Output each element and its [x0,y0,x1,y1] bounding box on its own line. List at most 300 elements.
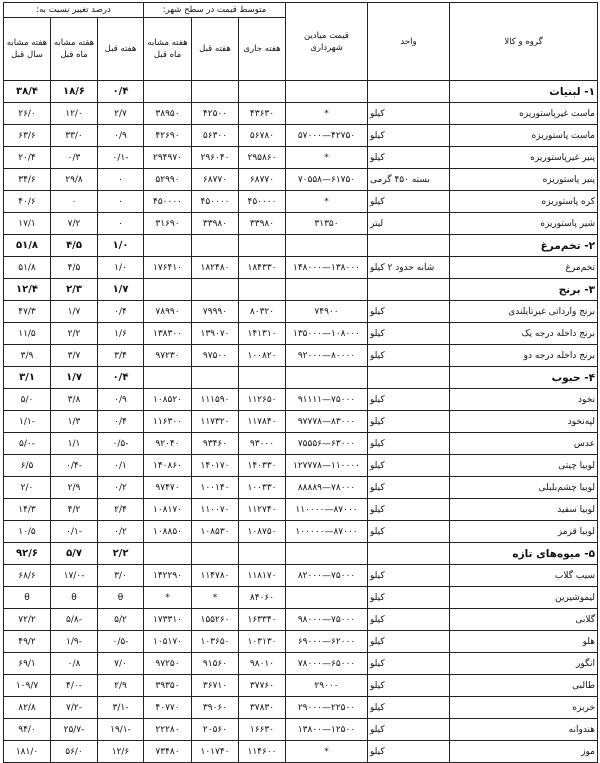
prev-week-price-cell [192,81,239,103]
unit-cell: کیلو [368,301,450,323]
change-prev-week-cell: ۱/۰ [98,235,144,257]
prev-week-price-cell: ۱۰۸۵۳۰ [192,521,239,543]
table-row [4,675,598,697]
unit-cell: کیلو [368,653,450,675]
same-week-last-month-price-cell: ۹۲۰۴۰ [144,433,192,455]
current-week-price-cell: ۴۵۰۰۰۰ [239,191,286,213]
change-last-month-cell: ۳/۸ [51,389,98,411]
change-last-month-cell: -۲۵/۷ [51,719,98,741]
same-week-last-month-price-cell: ۴۰۷۷۰ [144,697,192,719]
same-week-last-month-price-cell: ۹۷۴۷۰ [144,477,192,499]
change-last-year-cell: -۵/۰ [4,433,51,455]
municipal-price-cell: ۸۷۰۰۰—۱۱۰۰۰۰ [286,499,368,521]
municipal-price-cell: ۸۷۰۰۰—۱۰۰۰۰۰ [286,521,368,543]
item-name-cell: برنج وارداتی غیرتایلندی [450,301,598,323]
change-last-month-cell: ۱/۱ [51,433,98,455]
change-prev-week-cell: ۰ [98,191,144,213]
current-week-price-cell [239,279,286,301]
current-week-price-cell [239,81,286,103]
prev-week-price-cell: ۳۳۹۸۰ [192,213,239,235]
price-table [3,2,598,763]
current-week-price-cell: ۱۰۰۳۳۰ [239,477,286,499]
category-row [4,279,598,301]
change-last-month-cell: ۴/۵ [51,257,98,279]
change-last-month-cell: ۳۳/۰ [51,125,98,147]
item-name-cell: برنج داخله درجه دو [450,345,598,367]
table-row [4,323,598,345]
unit-cell [368,367,450,389]
change-last-month-cell: -۰/۴ [51,455,98,477]
table-row [4,389,598,411]
item-name-cell: ۲- تخم‌مرغ [450,235,598,257]
current-week-price-cell: ۱۸۴۳۳۰ [239,257,286,279]
change-prev-week-cell: -۰/۵ [98,433,144,455]
unit-cell: کیلو [368,147,450,169]
unit-cell: کیلو [368,191,450,213]
change-last-year-cell: ۸۲/۸ [4,697,51,719]
prev-week-price-cell: ۳۹۰۶۰ [192,697,239,719]
item-name-cell: موز [450,741,598,763]
table-row [4,719,598,741]
same-week-last-month-price-cell: ۱۱۶۳۰۰ [144,411,192,433]
same-week-last-month-price-cell: ۱۴۰۸۶۰ [144,455,192,477]
same-week-last-month-price-cell [144,279,192,301]
prev-week-price-cell: ۶۸۷۷۰ [192,169,239,191]
table-row [4,477,598,499]
unit-cell: کیلو [368,565,450,587]
same-week-last-month-price-cell: ۷۳۴۸۰ [144,741,192,763]
change-last-month-cell: ۱۸/۶ [51,81,98,103]
current-week-price-cell: ۹۸۰۱۰ [239,653,286,675]
change-last-year-cell: ۶۳/۶ [4,125,51,147]
unit-cell: کیلو [368,609,450,631]
table-row [4,609,598,631]
unit-cell: کیلو [368,125,450,147]
current-week-price-cell: ۱۱۲۶۵۰ [239,389,286,411]
category-row [4,367,598,389]
table-row [4,631,598,653]
unit-cell: کیلو [368,521,450,543]
prev-week-price-cell: ۱۰۱۷۴۰ [192,741,239,763]
municipal-price-cell: * [286,147,368,169]
change-last-year-cell: ۵۱/۸ [4,235,51,257]
prev-week-price-cell: ۲۹۶۰۴۰ [192,147,239,169]
municipal-price-cell: ۶۵۰۰۰—۷۸۰۰۰ [286,653,368,675]
change-prev-week-cell: ۰/۹ [98,389,144,411]
prev-week-price-cell: ۹۷۵۰۰ [192,345,239,367]
municipal-price-cell: ۸۳۰۰۰—۹۷۷۷۸ [286,411,368,433]
change-last-month-cell: -۰/۱ [51,521,98,543]
current-week-price-cell: ۱۱۲۷۴۰ [239,499,286,521]
unit-cell [368,81,450,103]
current-week-price-cell: ۱۱۴۶۰۰ [239,741,286,763]
unit-cell: بسته ۴۵۰ گرمی [368,169,450,191]
change-prev-week-cell: ۱/۶ [98,323,144,345]
header-current-week: هفته جاری [239,18,286,81]
change-last-year-cell: ۱۰/۵ [4,521,51,543]
same-week-last-month-price-cell: ۹۷۲۳۰ [144,345,192,367]
unit-cell: کیلو [368,433,450,455]
municipal-price-cell [286,367,368,389]
prev-week-price-cell: ۱۱۱۵۹۰ [192,389,239,411]
unit-cell: شانه حدود ۲ کیلو [368,257,450,279]
item-name-cell: ماست پاستوریزه [450,125,598,147]
change-prev-week-cell: ۰/۴ [98,411,144,433]
municipal-price-cell: ۴۲۷۵۰—۵۷۰۰۰ [286,125,368,147]
same-week-last-month-price-cell: ۱۰۸۱۷۰ [144,499,192,521]
change-prev-week-cell: -۰/۱ [98,147,144,169]
change-last-month-cell: ۲/۹ [51,477,98,499]
prev-week-price-cell: ۱۵۵۲۶۰ [192,609,239,631]
change-last-month-cell: ۵/۷ [51,543,98,565]
item-name-cell: لوبیا قرمز [450,521,598,543]
prev-week-price-cell: ۱۱۰۰۷۰ [192,499,239,521]
change-last-month-cell: -۱/۹ [51,631,98,653]
table-row [4,191,598,213]
same-week-last-month-price-cell: ۱۳۸۳۰۰ [144,323,192,345]
change-last-year-cell: ۴۹/۲ [4,631,51,653]
prev-week-price-cell: ۹۳۴۶۰ [192,433,239,455]
change-last-year-cell: ۱۱/۵ [4,323,51,345]
same-week-last-month-price-cell: ۱۷۳۳۱۰ [144,609,192,631]
current-week-price-cell: ۳۷۸۳۰ [239,697,286,719]
current-week-price-cell: ۱۴۱۳۱۰ [239,323,286,345]
municipal-price-cell: * [286,103,368,125]
change-prev-week-cell: ۳/۴ [98,345,144,367]
change-prev-week-cell: ۱/۷ [98,279,144,301]
change-last-year-cell: ۶۸/۶ [4,565,51,587]
change-last-month-cell: ۲/۲ [51,323,98,345]
prev-week-price-cell: ۵۶۳۰۰ [192,125,239,147]
table-row [4,565,598,587]
change-last-year-cell: ۶/۵ [4,455,51,477]
same-week-last-month-price-cell [144,235,192,257]
item-name-cell: لپه‌نخود [450,411,598,433]
change-last-month-cell: ۴/۵ [51,235,98,257]
unit-cell: کیلو [368,697,450,719]
prev-week-price-cell: ۲۰۵۶۰ [192,719,239,741]
header-prev-week: هفته قبل [192,18,239,81]
unit-cell: کیلو [368,389,450,411]
unit-cell: کیلو [368,631,450,653]
same-week-last-month-price-cell: ۱۷۶۴۱۰ [144,257,192,279]
item-name-cell: لوبیا چیتی [450,455,598,477]
change-last-year-cell: ۶۹/۱ [4,653,51,675]
prev-week-price-cell: ۳۶۷۱۰ [192,675,239,697]
municipal-price-cell: ۱۲۵۰۰—۱۳۸۰۰ [286,719,368,741]
change-prev-week-cell: ۰/۹ [98,125,144,147]
unit-cell: کیلو [368,103,450,125]
municipal-price-cell: ۷۵۰۰۰—۸۲۰۰۰ [286,565,368,587]
change-last-month-cell: ۲/۳ [51,279,98,301]
same-week-last-month-price-cell: ۳۸۹۵۰ [144,103,192,125]
change-last-year-cell: ۳۴/۶ [4,169,51,191]
item-name-cell: ۴- حبوب [450,367,598,389]
change-last-year-cell: ۳/۹ [4,345,51,367]
same-week-last-month-price-cell [144,543,192,565]
current-week-price-cell [239,367,286,389]
change-last-year-cell: ۲۶/۰ [4,103,51,125]
prev-week-price-cell: * [192,587,239,609]
prev-week-price-cell: ۱۳۹۰۷۰ [192,323,239,345]
item-name-cell: ماست غیرپاستوریزه [450,103,598,125]
unit-cell: کیلو [368,323,450,345]
unit-cell: لیتر [368,213,450,235]
change-prev-week-cell: ۲/۲ [98,543,144,565]
unit-cell: کیلو [368,411,450,433]
change-prev-week-cell: ۰/۴ [98,301,144,323]
table-row [4,697,598,719]
change-prev-week-cell: ۱۲/۶ [98,741,144,763]
change-last-year-cell: ۳/۱ [4,367,51,389]
change-last-month-cell: -۴/۰ [51,675,98,697]
change-last-month-cell: ۵۶/۰ [51,741,98,763]
header-group: گروه و کالا [450,3,598,81]
change-last-year-cell: ۵۱/۸ [4,257,51,279]
municipal-price-cell: ۶۱۷۵۰—۷۰۵۵۸ [286,169,368,191]
change-prev-week-cell: ۱/۰ [98,257,144,279]
municipal-price-cell: ۱۰۸۰۰۰—۱۳۵۰۰۰ [286,323,368,345]
item-name-cell: خربزه [450,697,598,719]
same-week-last-month-price-cell: ۲۲۲۸۰ [144,719,192,741]
municipal-price-cell: ۱۳۸۰۰۰—۱۴۸۰۰۰ [286,257,368,279]
same-week-last-month-price-cell: ۷۸۹۹۰ [144,301,192,323]
same-week-last-month-price-cell: ۳۹۳۵۰ [144,675,192,697]
item-name-cell: پنیر غیرپاستوریزه [450,147,598,169]
item-name-cell: سیب گلاب [450,565,598,587]
prev-week-price-cell [192,543,239,565]
current-week-price-cell: ۱۰۸۷۵۰ [239,521,286,543]
change-last-month-cell: ۳/۷ [51,345,98,367]
change-last-year-cell: ۱۴/۳ [4,499,51,521]
item-name-cell: برنج داخله درجه یک [450,323,598,345]
current-week-price-cell: ۶۸۷۷۰ [239,169,286,191]
current-week-price-cell: ۱۰۳۱۳۰ [239,631,286,653]
same-week-last-month-price-cell: ۵۲۹۹۰ [144,169,192,191]
change-last-year-cell: ۱۲/۴ [4,279,51,301]
category-row [4,81,598,103]
municipal-price-cell: ۷۵۰۰۰—۹۱۱۱۱ [286,389,368,411]
current-week-price-cell: ۱۶۳۳۴۰ [239,609,286,631]
unit-cell: کیلو [368,741,450,763]
municipal-price-cell: ۸۰۰۰۰—۹۲۰۰۰ [286,345,368,367]
change-prev-week-cell: ۰/۴ [98,367,144,389]
same-week-last-month-price-cell: ۱۰۸۸۵۰ [144,521,192,543]
header-change-prev-week: هفته قبل [98,18,144,81]
table-row [4,587,598,609]
header-city-avg: متوسط قیمت در سطح شهر: [144,3,286,18]
unit-cell: کیلو [368,455,450,477]
same-week-last-month-price-cell: ۲۹۴۹۷۰ [144,147,192,169]
change-last-month-cell: ۲۹/۸ [51,169,98,191]
table-row [4,345,598,367]
current-week-price-cell: ۱۴۰۳۳۰ [239,455,286,477]
change-last-month-cell: -۱۷/۰ [51,565,98,587]
change-last-month-cell: ۰ [51,191,98,213]
same-week-last-month-price-cell: ۱۴۲۲۹۰ [144,565,192,587]
same-week-last-month-price-cell: ۴۵۰۰۰۰ [144,191,192,213]
table-row [4,257,598,279]
same-week-last-month-price-cell: ۱۰۵۱۷۰ [144,631,192,653]
header-change-pct: درصد تغییر نسبت به: [4,3,144,18]
prev-week-price-cell: ۱۸۲۴۸۰ [192,257,239,279]
table-row [4,411,598,433]
change-last-year-cell: ۴۰/۶ [4,191,51,213]
prev-week-price-cell: ۱۰۰۱۴۰ [192,477,239,499]
same-week-last-month-price-cell: * [144,587,192,609]
municipal-price-cell [286,279,368,301]
current-week-price-cell: ۱۱۸۱۷۰ [239,565,286,587]
current-week-price-cell: ۸۰۳۲۰ [239,301,286,323]
prev-week-price-cell: ۹۱۵۶۰ [192,653,239,675]
change-prev-week-cell: ۰/۱ [98,455,144,477]
header-unit: واحد [368,3,450,81]
unit-cell: کیلو [368,719,450,741]
change-last-month-cell: ۱/۷ [51,367,98,389]
category-row [4,543,598,565]
item-name-cell: گلابی [450,609,598,631]
unit-cell: کیلو [368,345,450,367]
unit-cell: کیلو [368,499,450,521]
item-name-cell: کره پاستوریزه [450,191,598,213]
item-name-cell: پنیر پاستوریزه [450,169,598,191]
current-week-price-cell: ۵۶۷۸۰ [239,125,286,147]
change-prev-week-cell: ۳/۰ [98,565,144,587]
change-last-year-cell: ۲/۰ [4,477,51,499]
change-prev-week-cell: θ [98,587,144,609]
prev-week-price-cell [192,367,239,389]
table-row [4,653,598,675]
municipal-price-cell: * [286,191,368,213]
change-last-year-cell: ۲۰/۴ [4,147,51,169]
table-row [4,103,598,125]
item-name-cell: ۳- برنج [450,279,598,301]
change-prev-week-cell: -۰/۵ [98,631,144,653]
municipal-price-cell [286,81,368,103]
change-prev-week-cell: ۰/۲ [98,477,144,499]
current-week-price-cell [239,235,286,257]
same-week-last-month-price-cell: ۳۱۶۹۰ [144,213,192,235]
change-last-month-cell: -۷/۲ [51,697,98,719]
municipal-price-cell: ۱۱۰۰۰۰—۱۲۷۷۷۸ [286,455,368,477]
same-week-last-month-price-cell: ۱۰۸۵۲۰ [144,389,192,411]
change-prev-week-cell: ۷/۰ [98,653,144,675]
change-last-month-cell: θ [51,587,98,609]
item-name-cell: لوبیا سفید [450,499,598,521]
change-prev-week-cell: ۰/۴ [98,81,144,103]
table-row [4,521,598,543]
change-last-month-cell: ۷/۲ [51,213,98,235]
change-last-month-cell: ۴/۲ [51,499,98,521]
change-prev-week-cell: ۰ [98,213,144,235]
current-week-price-cell: ۸۴۰۶۰ [239,587,286,609]
change-last-month-cell: ۱/۷ [51,301,98,323]
same-week-last-month-price-cell [144,81,192,103]
item-name-cell: طالبی [450,675,598,697]
unit-cell: کیلو [368,675,450,697]
change-last-month-cell: ۱۲/۰ [51,103,98,125]
prev-week-price-cell: ۱۱۷۳۲۰ [192,411,239,433]
table-row [4,147,598,169]
change-prev-week-cell: -۳/۱ [98,697,144,719]
item-name-cell: لیموشیرین [450,587,598,609]
change-last-year-cell: ۱۷/۱ [4,213,51,235]
table-row [4,741,598,763]
category-row [4,235,598,257]
municipal-price-cell [286,235,368,257]
change-prev-week-cell: -۱۹/۱ [98,719,144,741]
prev-week-price-cell [192,279,239,301]
table-row [4,455,598,477]
current-week-price-cell [239,543,286,565]
prev-week-price-cell: ۱۰۳۶۵۰ [192,631,239,653]
current-week-price-cell: ۱۰۰۸۲۰ [239,345,286,367]
unit-cell [368,543,450,565]
table-row [4,213,598,235]
same-week-last-month-price-cell: ۴۲۶۹۰ [144,125,192,147]
municipal-price-cell: ۷۴۹۰۰ [286,301,368,323]
change-prev-week-cell: ۰/۲ [98,521,144,543]
change-last-year-cell: -۱/۱ [4,411,51,433]
prev-week-price-cell: ۱۱۴۷۸۰ [192,565,239,587]
municipal-price-cell: ۷۸۰۰۰—۸۸۸۸۹ [286,477,368,499]
same-week-last-month-price-cell: ۹۷۲۵۰ [144,653,192,675]
prev-week-price-cell: ۴۲۵۰۰ [192,103,239,125]
municipal-price-cell: * [286,741,368,763]
item-name-cell: تخم‌مرغ [450,257,598,279]
item-name-cell: نخود [450,389,598,411]
change-last-year-cell: ۱۸۱/۰ [4,741,51,763]
table-row [4,433,598,455]
item-name-cell: انگور [450,653,598,675]
change-prev-week-cell: ۰ [98,169,144,191]
header-same-week-last-month: هفته مشابه ماه قبل [144,18,192,81]
unit-cell [368,235,450,257]
municipal-price-cell [286,543,368,565]
same-week-last-month-price-cell [144,367,192,389]
change-prev-week-cell: ۲/۷ [98,103,144,125]
municipal-price-cell [286,587,368,609]
change-last-year-cell: θ [4,587,51,609]
change-last-month-cell: ۰/۸ [51,653,98,675]
item-name-cell: ۱- لبنیات [450,81,598,103]
item-name-cell: ۵- میوه‌های تازه [450,543,598,565]
item-name-cell: هندوانه [450,719,598,741]
current-week-price-cell: ۱۱۷۸۴۰ [239,411,286,433]
table-body [4,81,598,763]
item-name-cell: شیر پاستوریزه [450,213,598,235]
item-name-cell: عدس [450,433,598,455]
change-last-year-cell: ۳۸/۴ [4,81,51,103]
unit-cell: کیلو [368,477,450,499]
current-week-price-cell: ۳۷۷۶۰ [239,675,286,697]
item-name-cell: هلو [450,631,598,653]
change-last-year-cell: ۱۰۹/۷ [4,675,51,697]
current-week-price-cell: ۱۶۶۳۰ [239,719,286,741]
prev-week-price-cell: ۱۴۰۱۷۰ [192,455,239,477]
municipal-price-cell: ۲۹۰۰۰ [286,675,368,697]
table-row [4,169,598,191]
change-last-year-cell: ۹۲/۶ [4,543,51,565]
change-last-month-cell: -۵/۸ [51,609,98,631]
change-last-month-cell: ۱/۳ [51,411,98,433]
item-name-cell: لوبیا چشم‌بلبلی [450,477,598,499]
municipal-price-cell: ۶۲۰۰۰—۶۹۰۰۰ [286,631,368,653]
change-prev-week-cell: ۲/۹ [98,675,144,697]
prev-week-price-cell: ۴۵۰۰۰۰ [192,191,239,213]
prev-week-price-cell: ۷۹۹۹۰ [192,301,239,323]
change-last-year-cell: ۹۴/۰ [4,719,51,741]
